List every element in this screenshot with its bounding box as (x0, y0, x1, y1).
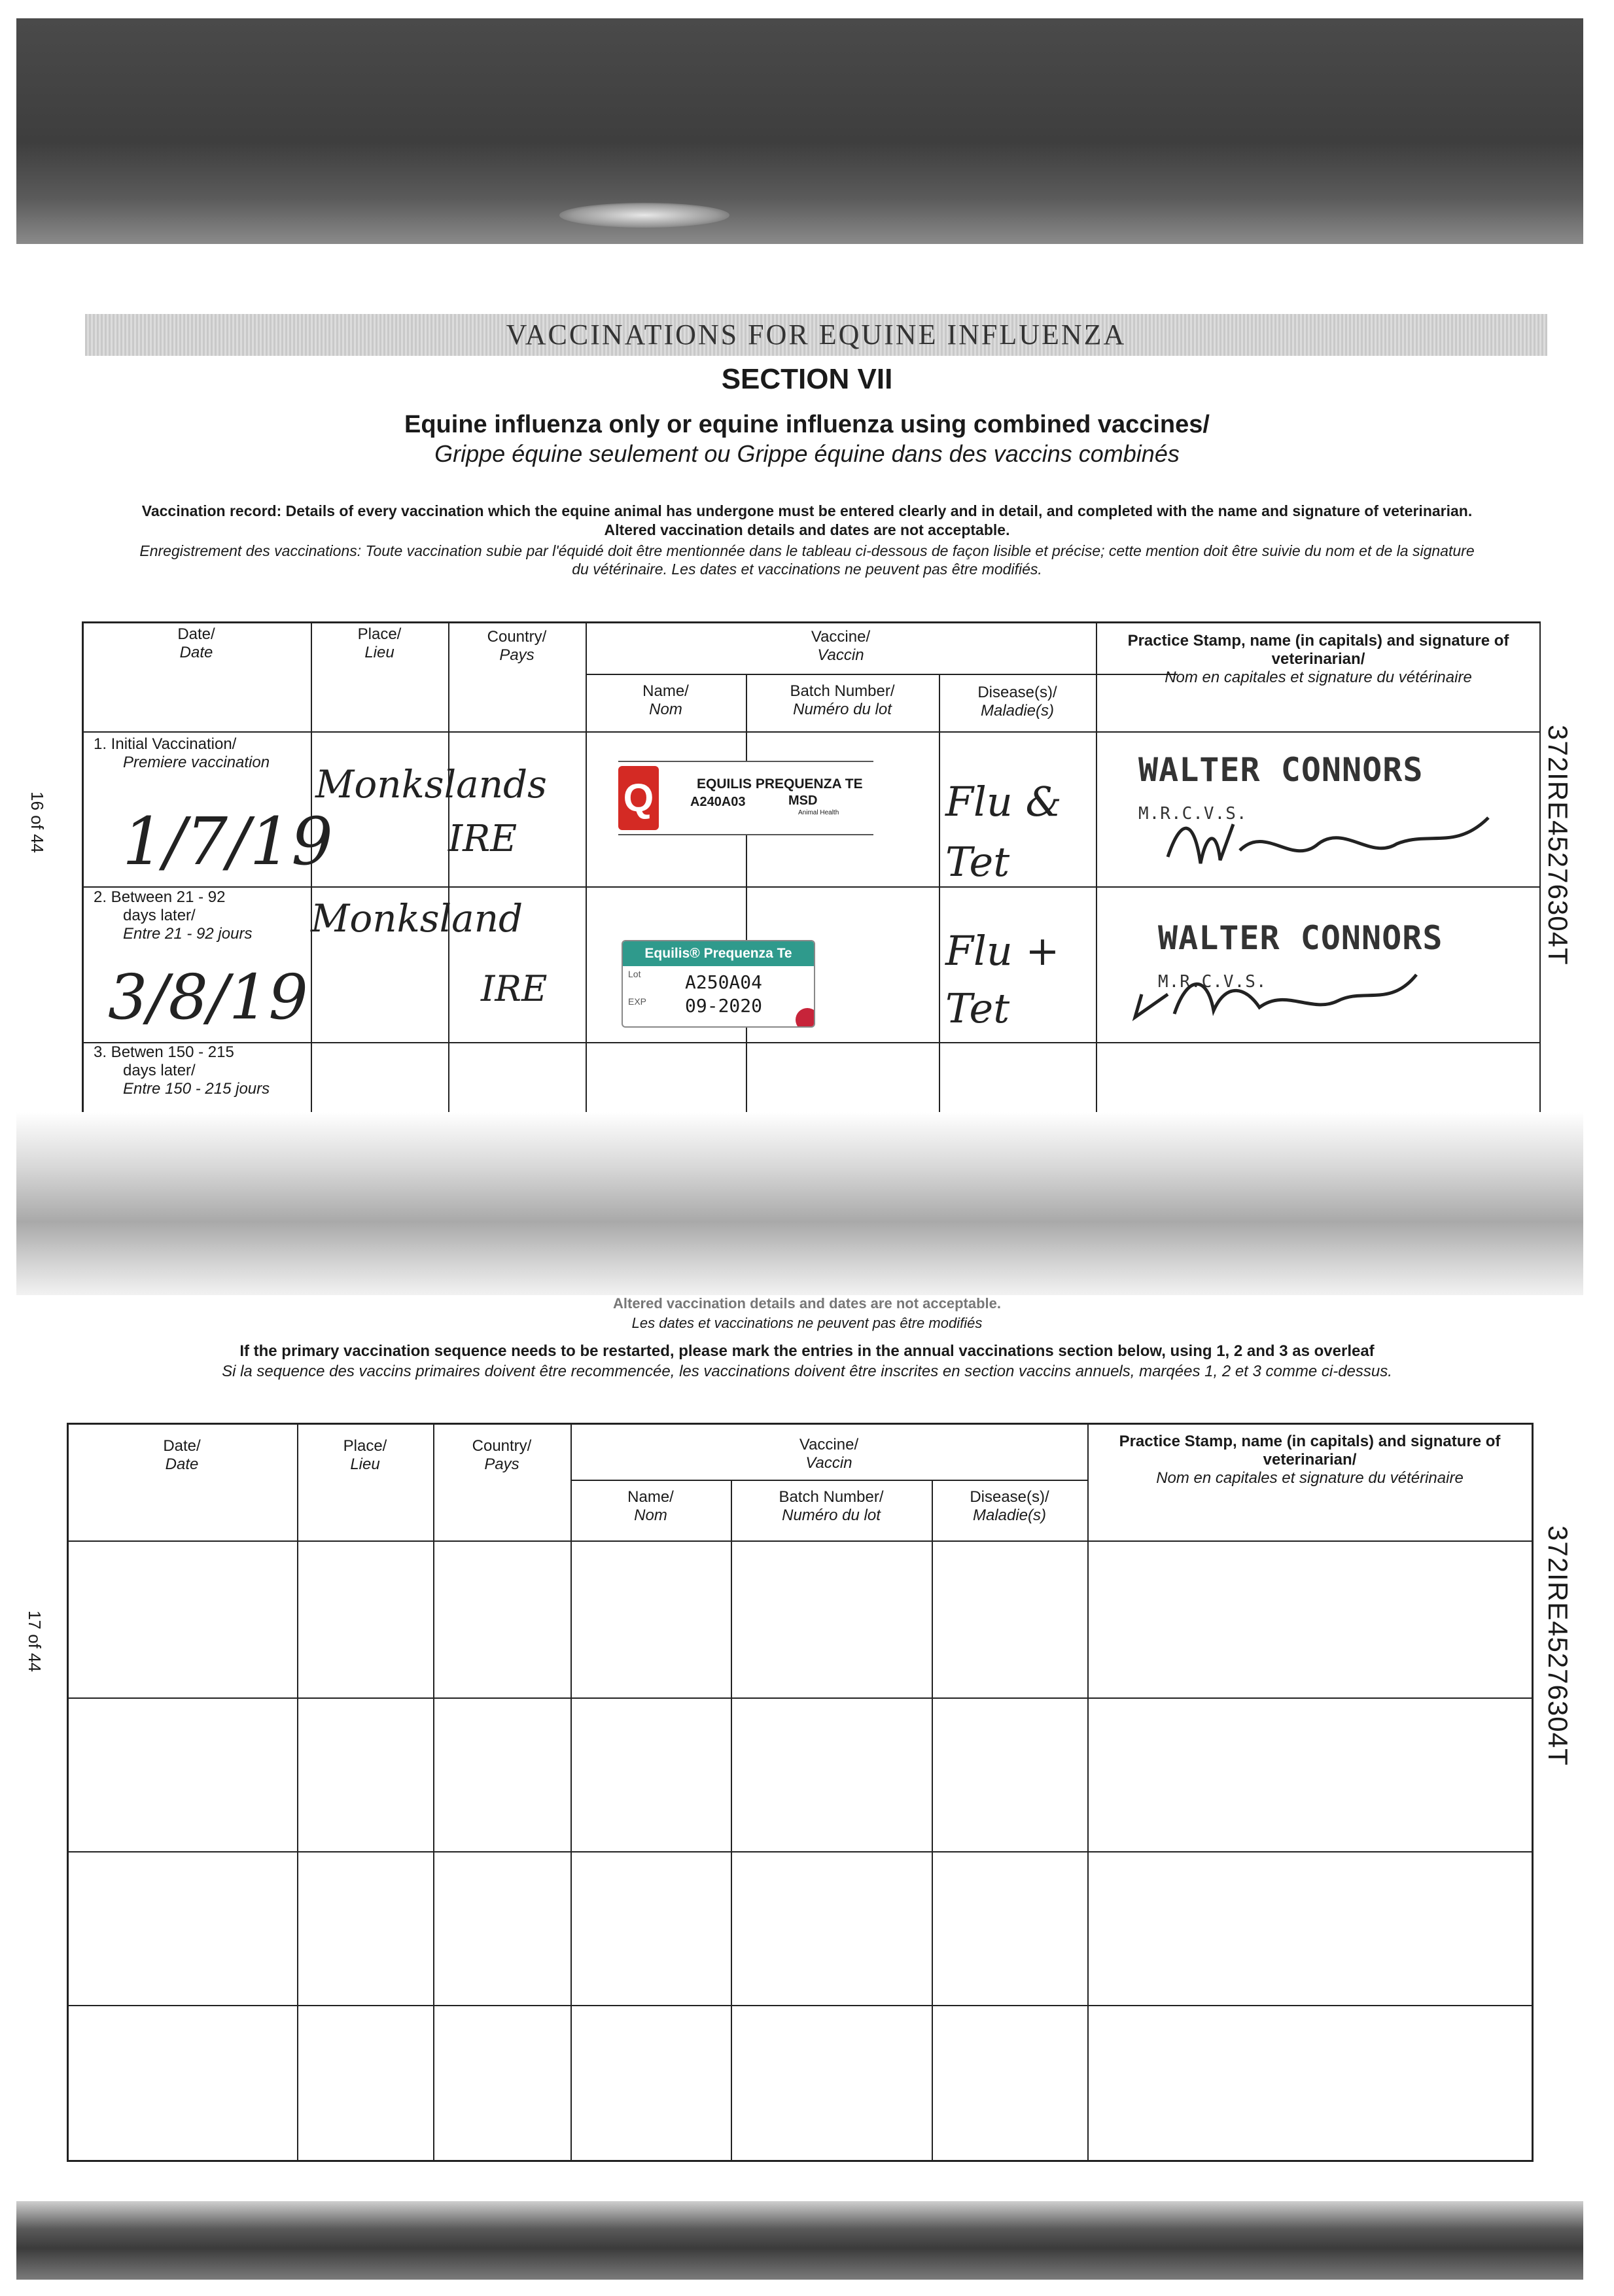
annual-vaccination-table (67, 1423, 1534, 2162)
msd-logo: MSD (788, 793, 818, 808)
sticker-1-batch: A240A03 (690, 795, 746, 809)
subtitle-en: Equine influenza only or equine influenza using combined vaccines/ (404, 411, 1210, 438)
scan-shadow-bottom (16, 2201, 1583, 2280)
header-name: Name/ Nom (642, 682, 689, 718)
sticker-2-lot: A250A04 (685, 971, 763, 993)
q-logo: Q (618, 766, 659, 830)
vet-stamp-2: WALTER CONNORS M.R.C.V.S. (1158, 919, 1443, 992)
page-number-17: 17 of 44 (25, 1610, 44, 1672)
lower-header-stamp: Practice Stamp, name (in capitals) and signature of veterinarian/ Nom en capitales et signature du vétérinaire (1119, 1433, 1501, 1487)
vet-signature-2 (1129, 955, 1443, 1027)
altered-note-en: Altered vaccination details and dates are not acceptable. (613, 1295, 1001, 1312)
side-code-2: 372IRE45276304T (1543, 1525, 1573, 1766)
sticker-2-name: Equilis® Prequenza Te (623, 941, 814, 966)
sticker-2-red-mark (796, 1008, 815, 1028)
vet-stamp-1: WALTER CONNORS M.R.C.V.S. (1138, 751, 1424, 824)
header-batch: Batch Number/ Numéro du lot (790, 682, 895, 718)
section-title: SECTION VII (721, 363, 893, 395)
handwritten-country-2: IRE (481, 968, 548, 1009)
subtitle-fr: Grippe équine seulement ou Grippe équine dans des vaccins combinés (434, 440, 1180, 467)
glare (559, 203, 729, 228)
lower-header-name: Name/ Nom (627, 1488, 674, 1524)
restart-note-fr: Si la sequence des vaccins primaires doivent être recommencée, les vaccinations doivent être inscrites en section vaccins annuels, marqées 1, 2 et 3 comme ci-dessus. (222, 1363, 1392, 1380)
handwritten-date-1: 1/7/19 (122, 803, 333, 880)
record-note-en-1: Vaccination record: Details of every vaccination which the equine animal has undergone must be entered clearly and in detail, and completed with the name and signature of veterinarian. (141, 502, 1473, 519)
lower-header-vaccine: Vaccine/ Vaccin (799, 1436, 859, 1472)
record-note-en-2: Altered vaccination details and dates are not acceptable. (604, 521, 1010, 538)
header-country: Country/ Pays (487, 628, 547, 664)
altered-note-fr: Les dates et vaccinations ne peuvent pas être modifiés (631, 1315, 983, 1331)
scan-shadow-fold (16, 1112, 1583, 1295)
vet-signature-1 (1155, 805, 1495, 877)
header-vaccine: Vaccine/ Vaccin (811, 628, 871, 664)
row-label-1: 1. Initial Vaccination/ Premiere vaccination (94, 735, 270, 771)
lower-header-batch: Batch Number/ Numéro du lot (779, 1488, 884, 1524)
record-note-fr-1: Enregistrement des vaccinations: Toute vaccination subie par l'équidé doit être mentionnée dans le tableau ci-dessous de façon lisible et précise; cette mention doit être suivie du nom et de la signature (139, 542, 1475, 559)
row-label-3: 3. Betwen 150 - 215 days later/ Entre 150 - 215 jours (94, 1043, 270, 1098)
lower-header-disease: Disease(s)/ Maladie(s) (970, 1488, 1049, 1524)
sticker-1-maker-sub: Animal Health (798, 809, 839, 816)
sticker-2-exp: 09-2020 (685, 995, 763, 1017)
vaccine-sticker-2 (622, 940, 815, 1028)
sticker-1-name: EQUILIS PREQUENZA TE (697, 776, 863, 791)
handwritten-disease-1: Flu & Tet (945, 778, 1062, 886)
handwritten-date-2: 3/8/19 (108, 962, 308, 1034)
restart-note-en: If the primary vaccination sequence needs to be restarted, please mark the entries in the annual vaccinations section below, using 1, 2 and 3 as overleaf (239, 1342, 1375, 1360)
row-label-2: 2. Between 21 - 92 days later/ Entre 21 - 92 jours (94, 888, 253, 943)
record-note-fr-2: du vétérinaire. Les dates et vaccinations ne peuvent pas être modifiés. (572, 561, 1042, 578)
lower-header-date: Date/ Date (163, 1437, 201, 1473)
sticker-2-exp-label: EXP (628, 996, 647, 1007)
lower-header-place: Place/ Lieu (343, 1437, 387, 1473)
lower-header-country: Country/ Pays (472, 1437, 532, 1473)
sticker-2-lot-label: Lot (628, 969, 641, 979)
header-date: Date/ Date (177, 625, 215, 661)
header-place: Place/ Lieu (357, 625, 402, 661)
handwritten-place-1: Monkslands (315, 762, 547, 807)
section-banner: VACCINATIONS FOR EQUINE INFLUENZA (85, 314, 1547, 356)
handwritten-place-2: Monksland (311, 896, 523, 941)
scan-shadow-top (16, 18, 1583, 244)
vaccine-sticker-1 (618, 761, 873, 835)
side-code-1: 372IRE45276304T (1543, 725, 1573, 965)
header-stamp: Practice Stamp, name (in capitals) and signature of veterinarian/ Nom en capitales et signature du vétérinaire (1127, 632, 1509, 686)
page-number-16: 16 of 44 (27, 791, 47, 853)
handwritten-country-1: IRE (448, 818, 518, 860)
handwritten-disease-2: Flu + Tet (945, 927, 1060, 1032)
header-disease: Disease(s)/ Maladie(s) (977, 684, 1057, 720)
